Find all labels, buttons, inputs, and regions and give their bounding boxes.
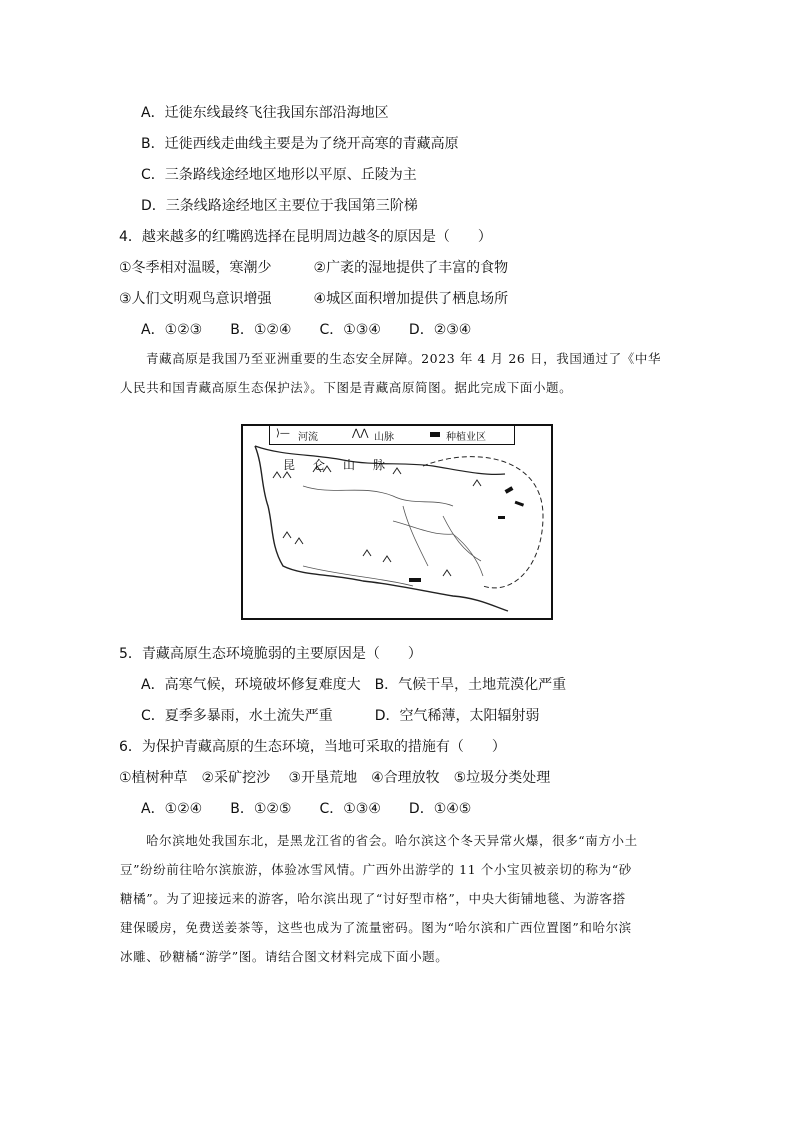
farming-zone-boundary: [423, 457, 543, 588]
passage2-line5: 冰雕、砂糖橘“游学”图。请结合图文材料完成下面小题。: [120, 949, 449, 964]
q4-items-row2: ③人们文明观鸟意识增强 ④城区面积增加提供了栖息场所: [119, 291, 509, 307]
map-drawing: [243, 426, 551, 618]
mountain-symbols: [273, 466, 481, 576]
river-1: [403, 506, 428, 566]
q3-option-b: B．迁徙西线走曲线主要是为了绕开高寒的青藏高原: [141, 136, 459, 152]
label-kunlun-mountains: 昆 仑 山 脉: [283, 458, 389, 472]
farming-areas: [409, 486, 524, 582]
q6-choices: A．①②④ B．①②⑤ C．①③④ D．①④⑤: [141, 801, 472, 817]
inner-boundary-2: [393, 521, 483, 576]
q3-option-a: A．迁徙东线最终飞往我国东部沿海地区: [141, 105, 389, 121]
passage2-line4: 建保暖房，免费送姜茶等，这些也成为了流量密码。图为“哈尔滨和广西位置图”和哈尔滨: [120, 920, 632, 935]
q4-choices: A．①②③ B．①②④ C．①③④ D．②③④: [141, 322, 472, 338]
passage1-line1: 青藏高原是我国乃至亚洲重要的生态安全屏障。2023 年 4 月 26 日，我国通过了《中华: [146, 351, 662, 366]
q3-option-c: C．三条路线途经地区地形以平原、丘陵为主: [141, 167, 417, 183]
map-legend: [269, 426, 515, 445]
legend-mountain-icon: ⋀⋀: [352, 428, 369, 439]
inner-boundary-1: [303, 486, 453, 506]
legend-river-symbol: ⟩—: [276, 428, 290, 439]
passage2-line1: 哈尔滨地处我国东北，是黑龙江省的省会。哈尔滨这个冬天异常火爆，很多“南方小土: [146, 833, 638, 848]
q4-stem: 4．越来越多的红嘴鸥选择在昆明周边越冬的原因是（ ）: [119, 229, 492, 245]
q5-options-row2: C．夏季多暴雨，水土流失严重 D．空气稀薄，太阳辐射弱: [141, 708, 540, 724]
qinghai-tibet-map: [241, 424, 553, 620]
legend-river-label: 河流: [298, 432, 318, 443]
legend-mountain-label: 山脉: [374, 432, 394, 443]
passage2-line3: 糖橘”。为了迎接远来的游客，哈尔滨出现了“讨好型市格”，中央大街铺地毯、为游客搭: [120, 891, 626, 906]
legend-farming-symbol: [430, 432, 440, 437]
q5-options-row1: A．高寒气候，环境破坏修复难度大 B．气候干旱，土地荒漠化严重: [141, 677, 567, 693]
q6-stem: 6．为保护青藏高原的生态环境，当地可采取的措施有（ ）: [119, 739, 506, 755]
passage1-line2: 人民共和国青藏高原生态保护法》。下图是青藏高原简图。据此完成下面小题。: [120, 380, 573, 395]
legend-farming-label: 种植业区: [446, 432, 486, 443]
passage-harbin: [120, 826, 680, 971]
q3-option-d: D．三条线路途经地区主要位于我国第三阶梯: [141, 198, 418, 214]
q4-items-row1: ①冬季相对温暖，寒潮少 ②广袤的湿地提供了丰富的食物: [119, 260, 509, 276]
river-yarlung: [303, 566, 413, 586]
passage-qinghai-tibet: [120, 344, 680, 402]
q5-stem: 5．青藏高原生态环境脆弱的主要原因是（ ）: [119, 646, 422, 662]
q6-items: ①植树种草 ②采矿挖沙 ③开垦荒地 ④合理放牧 ⑤垃圾分类处理: [119, 770, 551, 786]
passage2-line2: 豆”纷纷前往哈尔滨旅游，体验冰雪风情。广西外出游学的 11 个小宝贝被亲切的称为“砂: [120, 862, 632, 877]
river-2: [443, 516, 481, 561]
